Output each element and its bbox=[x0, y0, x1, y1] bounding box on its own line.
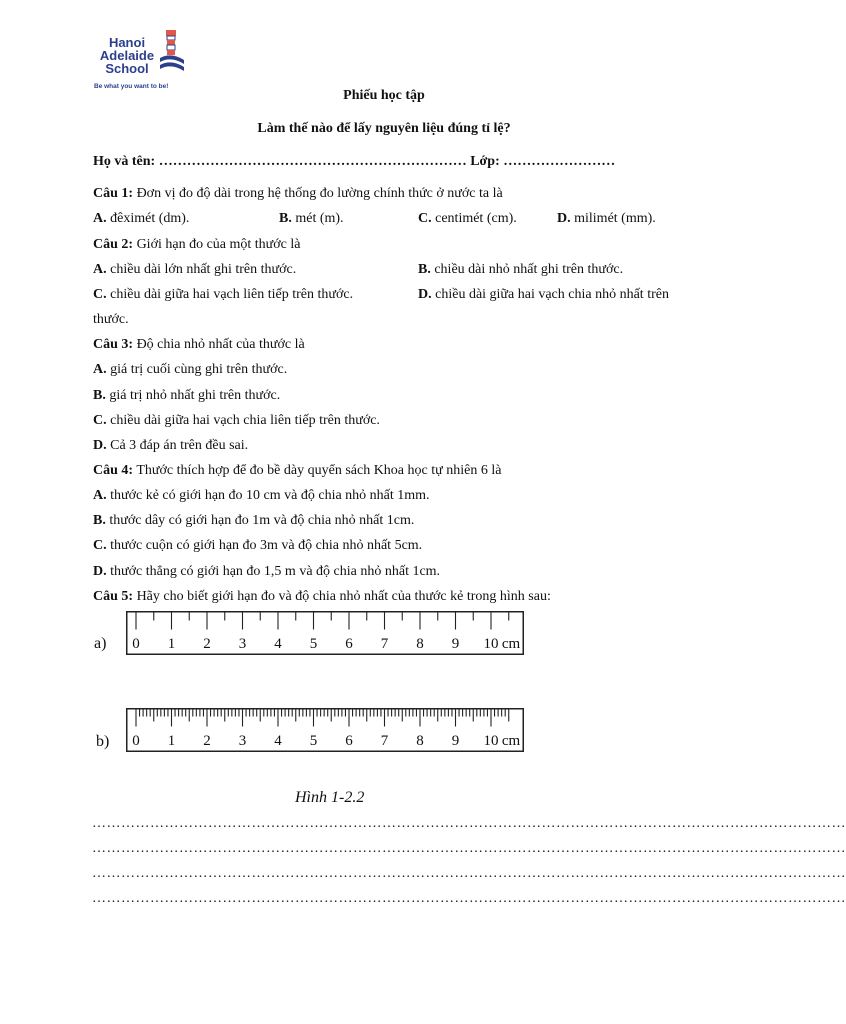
question-4-label: Câu 4: bbox=[93, 463, 134, 478]
ruler-a-tick-label-0: 0 bbox=[132, 636, 140, 652]
answer-line-4: ………………………………………………………………………………………………………………………………………… bbox=[92, 891, 846, 906]
q3-option-c: C. chiều dài giữa hai vạch chia liên tiếp trên thước. bbox=[93, 413, 380, 428]
answer-line-1: ………………………………………………………………………………………………………………………………………… bbox=[92, 816, 846, 831]
logo-tagline: Be what you want to be! bbox=[94, 83, 169, 90]
ruler-b-tick-label-7: 7 bbox=[380, 733, 389, 749]
q2-option-d: D. chiều dài giữa hai vạch chia nhỏ nhất trên bbox=[418, 287, 669, 302]
q1-option-a: A. đêximét (dm). bbox=[93, 211, 190, 226]
question-4-text: Thước thích hợp để đo bề dày quyển sách Khoa học tự nhiên 6 là bbox=[136, 463, 502, 478]
q2-option-c: C. chiều dài giữa hai vạch liên tiếp trên thước. bbox=[93, 287, 354, 302]
question-3 bbox=[93, 336, 305, 354]
class-label: Lớp: bbox=[470, 154, 500, 169]
ruler-b-tick-label-5: 5 bbox=[309, 733, 318, 749]
ruler-b bbox=[126, 708, 524, 752]
ruler-a-label: a) bbox=[94, 635, 107, 652]
question-5-text: Hãy cho biết giới hạn đo và độ chia nhỏ nhất của thước kẻ trong hình sau: bbox=[136, 589, 551, 604]
question-5-label: Câu 5: bbox=[93, 589, 134, 604]
question-2-text: Giới hạn đo của một thước là bbox=[136, 237, 301, 252]
lighthouse-icon bbox=[158, 28, 186, 74]
ruler-a-tick-label-1: 1 bbox=[167, 636, 176, 652]
question-1 bbox=[93, 185, 503, 203]
student-info-line bbox=[93, 153, 615, 171]
school-logo bbox=[92, 28, 192, 94]
ruler-b-label: b) bbox=[96, 733, 110, 750]
q3-option-a: A. giá trị cuối cùng ghi trên thước. bbox=[93, 362, 288, 377]
ruler-a-tick-label-7: 7 bbox=[380, 636, 389, 652]
question-2-label: Câu 2: bbox=[93, 237, 134, 252]
ruler-a-tick-label-5: 5 bbox=[309, 636, 318, 652]
logo-line-1: Hanoi bbox=[108, 35, 146, 50]
name-label: Họ và tên: bbox=[93, 154, 156, 169]
ruler-a-tick-label-6: 6 bbox=[345, 636, 353, 652]
ruler-b-tick-label-10: 10 bbox=[483, 733, 499, 749]
ruler-b-tick-label-1: 1 bbox=[167, 733, 176, 749]
q1-option-d: D. milimét (mm). bbox=[557, 211, 656, 226]
ruler-a-tick-label-3: 3 bbox=[238, 636, 247, 652]
ruler-b-tick-label-8: 8 bbox=[416, 733, 424, 749]
ruler-b-tick-label-4: 4 bbox=[274, 733, 282, 749]
ruler-b-tick-label-3: 3 bbox=[238, 733, 247, 749]
q1-option-b: B. mét (m). bbox=[279, 211, 344, 226]
q2-option-a: A. chiều dài lớn nhất ghi trên thước. bbox=[93, 262, 297, 277]
page-subtitle: Làm thế nào để lấy nguyên liệu đúng tỉ lệ? bbox=[257, 121, 511, 136]
question-3-text: Độ chia nhỏ nhất của thước là bbox=[136, 337, 305, 352]
ruler-b-tick-label-6: 6 bbox=[345, 733, 353, 749]
ruler-a-frame bbox=[127, 612, 524, 655]
question-2 bbox=[93, 236, 300, 254]
question-1-text: Đơn vị đo độ dài trong hệ thống đo lường chính thức ở nước ta là bbox=[136, 186, 503, 201]
logo-wordmark bbox=[92, 36, 162, 75]
q4-option-b: B. thước dây có giới hạn đo 1m và độ chia nhỏ nhất 1cm. bbox=[93, 513, 415, 528]
q3-option-b: B. giá trị nhỏ nhất ghi trên thước. bbox=[93, 388, 281, 403]
q4-option-c: C. thước cuộn có giới hạn đo 3m và độ chia nhỏ nhất 5cm. bbox=[93, 538, 423, 553]
name-field: ………………………………………………………… bbox=[158, 154, 467, 169]
ruler-a-tick-label-2: 2 bbox=[203, 636, 211, 652]
ruler-b-unit-label: cm bbox=[501, 733, 521, 749]
ruler-b-tick-label-2: 2 bbox=[203, 733, 211, 749]
page-title: Phiếu học tập bbox=[343, 88, 425, 103]
ruler-a-tick-label-9: 9 bbox=[451, 636, 460, 652]
figure-caption: Hình 1-2.2 bbox=[295, 789, 365, 806]
class-field: …………………… bbox=[503, 154, 616, 169]
q4-option-a: A. thước kẻ có giới hạn đo 10 cm và độ chia nhỏ nhất 1mm. bbox=[93, 488, 430, 503]
q4-option-d: D. thước thẳng có giới hạn đo 1,5 m và độ chia nhỏ nhất 1cm. bbox=[93, 564, 441, 579]
ruler-b-tick-label-9: 9 bbox=[451, 733, 460, 749]
logo-line-2: Adelaide bbox=[99, 48, 155, 63]
question-5 bbox=[93, 588, 551, 606]
q2-option-d-continued: thước. bbox=[93, 312, 129, 327]
ruler-a-tick-label-10: 10 bbox=[483, 636, 499, 652]
question-1-label: Câu 1: bbox=[93, 186, 134, 201]
answer-line-2: ………………………………………………………………………………………………………………………………………… bbox=[92, 841, 846, 856]
ruler-a-tick-label-4: 4 bbox=[274, 636, 282, 652]
ruler-a bbox=[126, 611, 524, 655]
ruler-a-tick-label-8: 8 bbox=[416, 636, 424, 652]
ruler-a-unit-label: cm bbox=[501, 636, 521, 652]
q1-option-c: C. centimét (cm). bbox=[418, 211, 517, 226]
q3-option-d: D. Cả 3 đáp án trên đều sai. bbox=[93, 438, 249, 453]
question-4 bbox=[93, 462, 501, 480]
ruler-b-tick-label-0: 0 bbox=[132, 733, 140, 749]
question-3-label: Câu 3: bbox=[93, 337, 134, 352]
answer-line-3: ………………………………………………………………………………………………………………………………………… bbox=[92, 866, 846, 881]
logo-line-3: School bbox=[105, 61, 149, 76]
q2-option-b: B. chiều dài nhỏ nhất ghi trên thước. bbox=[418, 262, 624, 277]
